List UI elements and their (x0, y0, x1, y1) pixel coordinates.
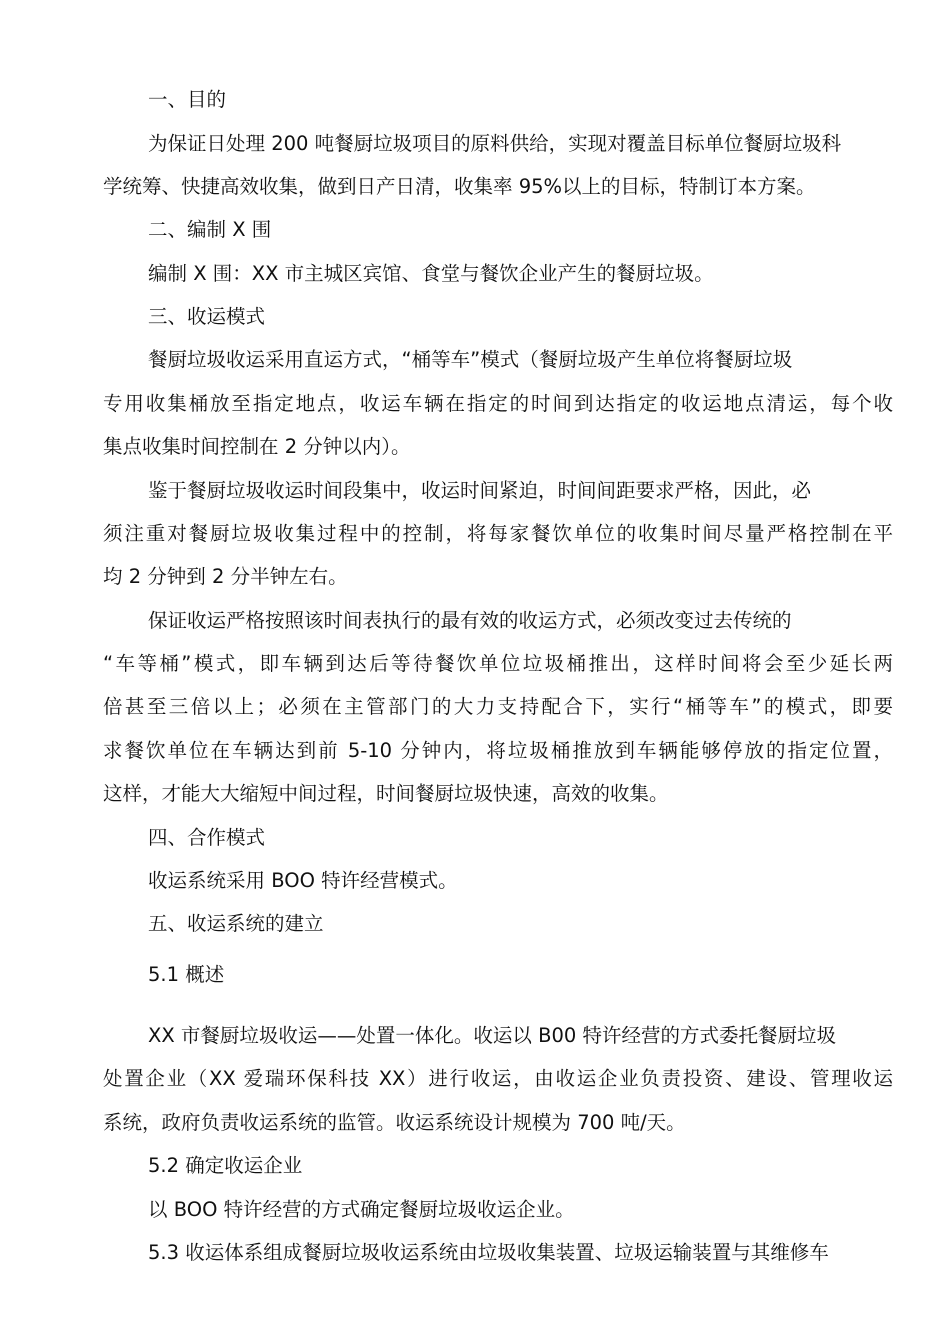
heading-collection-mode: 三、收运模式 (148, 305, 266, 328)
subheading-determine-company: 5.2 确定收运企业 (148, 1154, 303, 1177)
paragraph-line: 处置企业（XX 爱瑞环保科技 XX）进行收运，由收运企业负责投资、建设、管理收运 (103, 1067, 893, 1090)
paragraph-line: 须注重对餐厨垃圾收集过程中的控制，将每家餐饮单位的收集时间尽量严格控制在平 (103, 522, 893, 545)
heading-cooperation-mode: 四、合作模式 (148, 826, 266, 849)
paragraph-line: 以 BOO 特许经营的方式确定餐厨垃圾收运企业。 (148, 1198, 575, 1221)
paragraph-line: 专用收集桶放至指定地点，收运车辆在指定的时间到达指定的收运地点清运，每个收 (103, 392, 893, 415)
paragraph-line: 这样，才能大大缩短中间过程，时间餐厨垃圾快速，高效的收集。 (103, 782, 669, 805)
heading-system-setup: 五、收运系统的建立 (148, 912, 324, 935)
heading-scope: 二、编制 X 围 (148, 218, 272, 241)
paragraph-line: “车等桶”模式，即车辆到达后等待餐饮单位垃圾桶推出，这样时间将会至少延长两 (103, 652, 893, 675)
paragraph-line: 集点收集时间控制在 2 分钟以内）。 (103, 435, 411, 458)
paragraph-line: 餐厨垃圾收运采用直运方式，“桶等车”模式（餐厨垃圾产生单位将餐厨垃圾 (148, 348, 793, 371)
paragraph-line: 倍甚至三倍以上；必须在主管部门的大力支持配合下，实行“桶等车”的模式，即要 (103, 695, 893, 718)
paragraph-line: 求餐饮单位在车辆达到前 5-10 分钟内，将垃圾桶推放到车辆能够停放的指定位置， (103, 739, 893, 762)
paragraph-line: 鉴于餐厨垃圾收运时间段集中，收运时间紧迫，时间间距要求严格，因此，必 (148, 479, 812, 502)
paragraph-line: 学统筹、快捷高效收集，做到日产日清，收集率 95%以上的目标，特制订本方案。 (103, 175, 816, 198)
paragraph-line: XX 市餐厨垃圾收运——处置一体化。收运以 B00 特许经营的方式委托餐厨垃圾 (148, 1024, 837, 1047)
subheading-overview: 5.1 概述 (148, 963, 225, 986)
paragraph-line: 收运系统采用 BOO 特许经营模式。 (148, 869, 458, 892)
paragraph-line: 为保证日处理 200 吨餐厨垃圾项目的原料供给，实现对覆盖目标单位餐厨垃圾科 (148, 132, 842, 155)
paragraph-line: 系统，政府负责收运系统的监管。收运系统设计规模为 700 吨/天。 (103, 1111, 686, 1134)
paragraph-line: 保证收运严格按照该时间表执行的最有效的收运方式，必须改变过去传统的 (148, 609, 792, 632)
paragraph-line: 均 2 分钟到 2 分半钟左右。 (103, 565, 348, 588)
paragraph-line: 5.3 收运体系组成餐厨垃圾收运系统由垃圾收集装置、垃圾运输装置与其维修车 (148, 1241, 829, 1264)
heading-purpose: 一、目的 (148, 88, 227, 111)
paragraph-line: 编制 X 围：XX 市主城区宾馆、食堂与餐饮企业产生的餐厨垃圾。 (148, 262, 714, 285)
